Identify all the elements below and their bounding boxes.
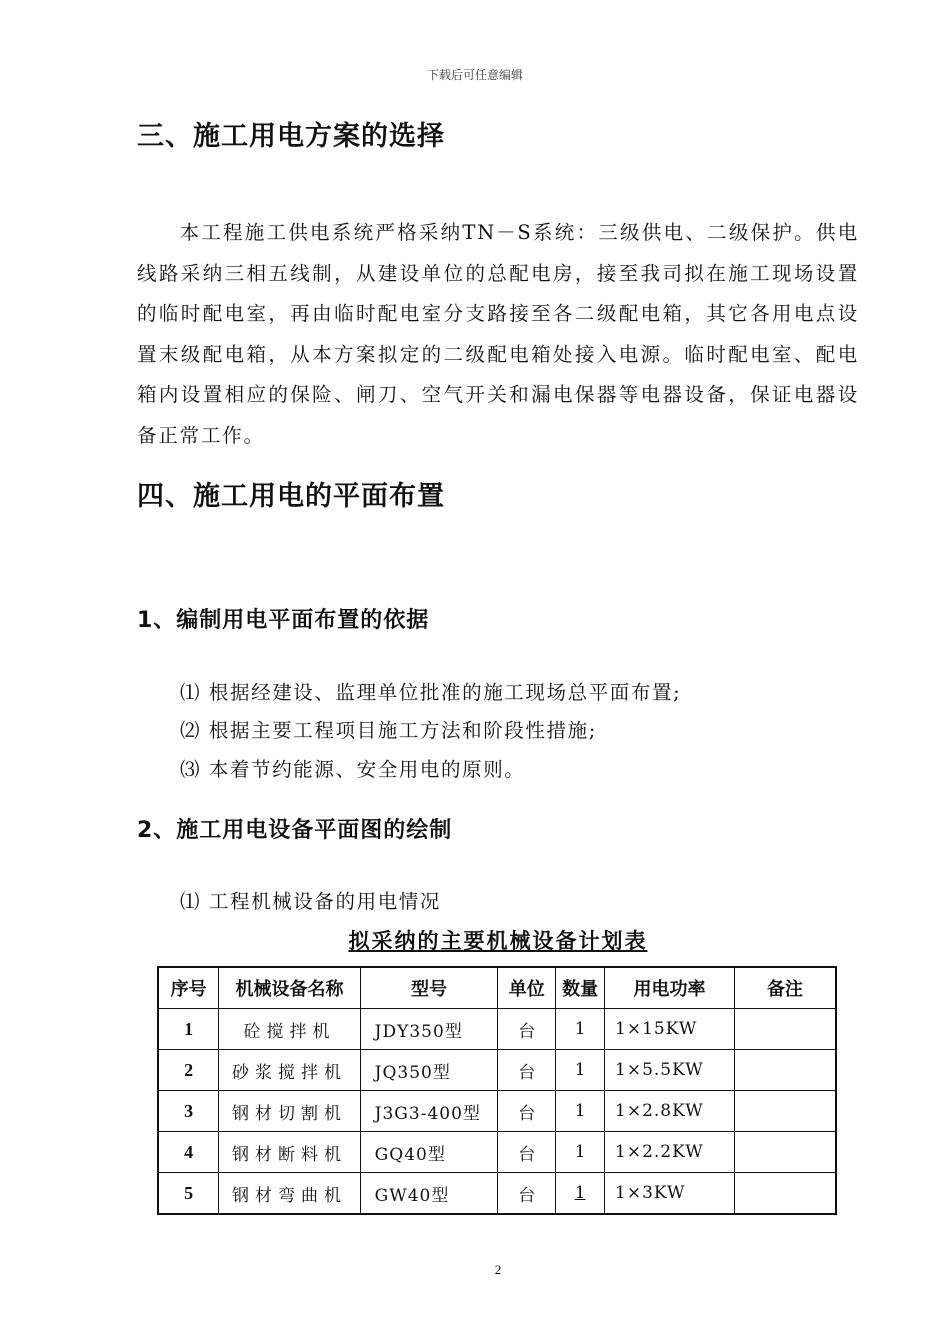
header-cell: 数量	[556, 967, 605, 1009]
subsection2-title: 2、施工用电设备平面图的绘制	[137, 818, 453, 843]
cell-equipment-name: 钢材断料机	[219, 1132, 360, 1173]
table-row	[158, 1091, 836, 1132]
cell-model: J3G3-400型	[360, 1091, 498, 1132]
subsection1-item-1: ⑴ 根据经建设、监理单位批准的施工现场总平面布置;	[180, 681, 682, 704]
header-note: 下载后可任意编辑	[426, 68, 523, 82]
subsection1-item-2: ⑵ 根据主要工程项目施工方法和阶段性措施;	[180, 719, 597, 742]
header-cell: 单位	[498, 967, 556, 1009]
table-row	[158, 1132, 836, 1173]
cell-remark	[734, 1173, 836, 1215]
cell-quantity: 1	[556, 1009, 605, 1050]
cell-model: GQ40型	[360, 1132, 498, 1173]
cell-index: 4	[158, 1132, 219, 1173]
header-cell: 机械设备名称	[219, 967, 360, 1009]
cell-index: 5	[158, 1173, 219, 1215]
section3-title: 三、施工用电方案的选择	[137, 121, 445, 152]
cell-unit: 台	[498, 1173, 556, 1215]
cell-unit: 台	[498, 1050, 556, 1091]
cell-equipment-name: 砂浆搅拌机	[219, 1050, 360, 1091]
table-header-row	[158, 967, 836, 1009]
cell-remark	[734, 1009, 836, 1050]
subsection1-title: 1、编制用电平面布置的依据	[137, 608, 430, 633]
section4-title: 四、施工用电的平面布置	[137, 481, 445, 512]
cell-unit: 台	[498, 1132, 556, 1173]
header-cell: 型号	[360, 967, 498, 1009]
cell-equipment-name: 钢材弯曲机	[219, 1173, 360, 1215]
cell-remark	[734, 1091, 836, 1132]
page-number: 2	[494, 1262, 502, 1277]
table-row	[158, 1009, 836, 1050]
cell-quantity: 1	[556, 1132, 605, 1173]
cell-equipment-name: 砼搅拌机	[219, 1009, 360, 1050]
cell-model: JQ350型	[360, 1050, 498, 1091]
cell-model: JDY350型	[360, 1009, 498, 1050]
cell-remark	[734, 1132, 836, 1173]
subsection1-item-3: ⑶ 本着节约能源、安全用电的原则。	[180, 758, 526, 781]
cell-model: GW40型	[360, 1173, 498, 1215]
cell-power: 1×2.8KW	[605, 1091, 735, 1132]
cell-unit: 台	[498, 1009, 556, 1050]
table-row	[158, 1173, 836, 1215]
cell-index: 3	[158, 1091, 219, 1132]
header-cell: 备注	[734, 967, 836, 1009]
cell-remark	[734, 1050, 836, 1091]
cell-equipment-name: 钢材切割机	[219, 1091, 360, 1132]
cell-index: 1	[158, 1009, 219, 1050]
cell-quantity: 1	[556, 1050, 605, 1091]
section3-paragraph-text: 本工程施工供电系统严格采纳TN－S系统：三级供电、二级保护。供电线路采纳三相五线制，从建设单位的总配电房，接至我司拟在施工现场设置的临时配电室，再由临时配电室分支路接至各二级配电箱，其它各用电点设置末级配电箱，从本方案拟定的二级配电箱处接入电源。临时配电室、配电箱内设置相应的保险、闸刀、空气开关和漏电保器等电器设备，保证电器设备正常工作。	[137, 221, 859, 447]
equipment-table	[157, 966, 837, 1215]
cell-index: 2	[158, 1050, 219, 1091]
cell-power: 1×15KW	[605, 1009, 735, 1050]
table-row	[158, 1050, 836, 1091]
cell-unit: 台	[498, 1091, 556, 1132]
section3-paragraph	[137, 213, 859, 456]
header-cell: 序号	[158, 967, 219, 1009]
cell-power: 1×2.2KW	[605, 1132, 735, 1173]
subsection2-item-1: ⑴ 工程机械设备的用电情况	[180, 890, 441, 913]
cell-power: 1×5.5KW	[605, 1050, 735, 1091]
header-cell: 用电功率	[605, 967, 735, 1009]
cell-power: 1×3KW	[605, 1173, 735, 1215]
table-title: 拟采纳的主要机械设备计划表	[348, 929, 648, 953]
cell-quantity: 1	[556, 1091, 605, 1132]
cell-quantity: 1	[556, 1173, 605, 1215]
